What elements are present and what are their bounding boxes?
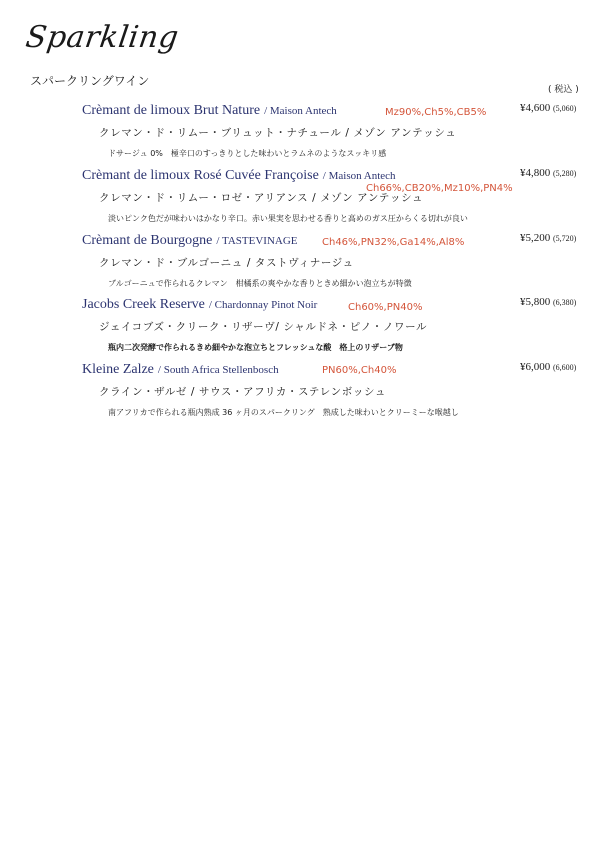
price-value: ¥4,600 <box>520 102 551 114</box>
price-with-tax: (6,600) <box>553 363 577 372</box>
grape-composition: Ch60%,PN40% <box>348 302 423 313</box>
wine-name: Crèmant de limoux Rosé Cuvée Françoise <box>82 168 319 183</box>
tax-label: ( 税込 ) <box>548 85 579 95</box>
price-value: ¥4,800 <box>520 167 551 179</box>
price-value: ¥5,200 <box>520 232 551 244</box>
wine-description: ブルゴーニュで作られるクレマン 柑橘系の爽やかな香りときめ細かい泡立ちが特徴 <box>108 279 412 288</box>
grape-composition: Ch66%,CB20%,Mz10%,PN4% <box>366 183 513 194</box>
wine-entry <box>0 360 612 424</box>
wine-name-katakana: ジェイコブズ・クリーク・リザーヴ/ シャルドネ・ピノ・ノワール <box>99 321 428 333</box>
price-value: ¥6,000 <box>520 361 551 373</box>
wine-entry <box>0 101 612 165</box>
wine-name-katakana: クレマン・ド・リムー・ロゼ・アリアンス / メゾン アンテッシュ <box>99 192 424 204</box>
price-with-tax: (6,380) <box>553 298 577 307</box>
wine-name: Jacobs Creek Reserve <box>82 297 205 312</box>
grape-composition: Mz90%,Ch5%,CB5% <box>385 107 487 118</box>
wine-name-line <box>82 295 317 313</box>
price-with-tax: (5,060) <box>553 104 577 113</box>
wine-price <box>520 296 576 308</box>
wine-description: 瓶内二次発酵で作られるきめ細やかな泡立ちとフレッシュな酸 格上のリザーブ物 <box>108 343 403 352</box>
wine-entry <box>0 295 612 359</box>
wine-name-line <box>82 231 298 249</box>
price-value: ¥5,800 <box>520 296 551 308</box>
page-subtitle: スパークリングワイン <box>30 74 150 88</box>
wine-name-katakana: クライン・ザルゼ / サウス・アフリカ・ステレンボッシュ <box>99 386 386 398</box>
wine-name-katakana: クレマン・ド・リムー・ブリュット・ナチュール / メゾン アンテッシュ <box>99 127 457 139</box>
price-with-tax: (5,280) <box>553 169 577 178</box>
wine-name-line <box>82 166 396 184</box>
wine-price <box>520 102 576 114</box>
wine-price <box>520 361 576 373</box>
wine-description: ドサージュ 0% 極辛口のすっきりとした味わいとラムネのようなスッキリ感 <box>108 149 387 158</box>
wine-producer: / South Africa Stellenbosch <box>157 364 279 376</box>
wine-name-line <box>82 360 279 378</box>
price-with-tax: (5,720) <box>553 234 577 243</box>
wine-entry <box>0 166 612 230</box>
wine-producer: / Maison Antech <box>264 105 337 117</box>
wine-entry <box>0 231 612 295</box>
wine-price <box>520 167 576 179</box>
wine-description: 淡いピンク色だが味わいはかなり辛口。赤い果実を思わせる香りと高めのガス圧からくる切れが良い <box>108 214 468 223</box>
wine-price <box>520 232 576 244</box>
wine-name: Crèmant de Bourgogne <box>82 233 213 248</box>
grape-composition: Ch46%,PN32%,Ga14%,Al8% <box>322 237 465 248</box>
wine-name: Crèmant de limoux Brut Nature <box>82 103 261 118</box>
wine-name-katakana: クレマン・ド・ブルゴーニュ / タストヴィナージュ <box>99 257 354 269</box>
wine-producer: / Chardonnay Pinot Noir <box>208 299 318 311</box>
wine-producer: / TASTEVINAGE <box>216 235 298 247</box>
wine-producer: / Maison Antech <box>322 170 396 182</box>
wine-description: 南アフリカで作られる瓶内熟成 36 ヶ月のスパークリング 熟成した味わいとクリーミーな喉越し <box>108 408 459 417</box>
wine-name-line <box>82 101 337 119</box>
grape-composition: PN60%,Ch40% <box>322 365 397 376</box>
wine-name: Kleine Zalze <box>82 362 154 377</box>
page-title: Sparkling <box>23 20 181 55</box>
